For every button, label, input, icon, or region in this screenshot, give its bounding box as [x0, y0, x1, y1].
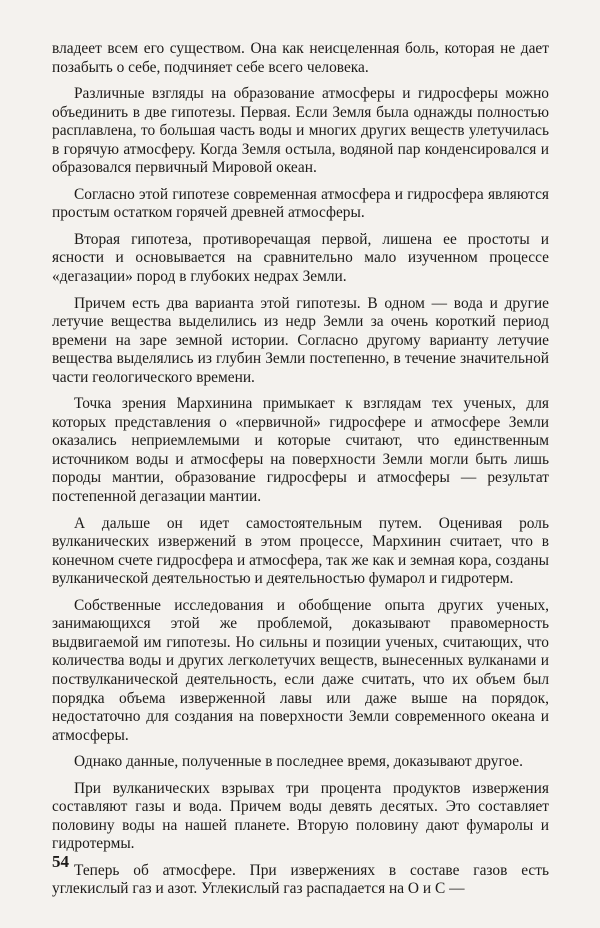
page-body: [52, 40, 549, 907]
paragraph-11: Теперь об атмосфере. При извержениях в составе газов есть углекислый газ и азот. Углекислый газ распадается на О и С —: [52, 861, 549, 898]
paragraph-4: Вторая гипотеза, противоречащая первой, лишена ее простоты и ясности и основывается на сравнительно мало изученном процессе «дегазации» пород в глубоких недрах Земли.: [52, 230, 549, 286]
paragraph-2: Различные взгляды на образование атмосферы и гидросферы можно объединить в две гипотезы. Первая. Если Земля была однажды полностью расплавлена, то большая часть воды и многих других веществ улетучилась в горячую атмосферу. Когда Земля остыла, водяной пар конденсировался и образовался первичный Мировой океан.: [52, 85, 549, 177]
paragraph-3: Согласно этой гипотезе современная атмосфера и гидросфера являются простым остатком горячей древней атмосферы.: [52, 185, 549, 222]
paragraph-10: При вулканических взрывах три процента продуктов извержения составляют газы и вода. Причем воды девять десятых. Это составляет половину воды на нашей планете. Вторую половину дают фумаролы и гидротермы.: [52, 779, 549, 853]
paragraph-9: Однако данные, полученные в последнее время, доказывают другое.: [74, 753, 523, 771]
paragraph-5: Причем есть два варианта этой гипотезы. В одном — вода и другие летучие вещества выделились из недр Земли за очень короткий период времени на заре земной истории. Согласно другому варианту летучие вещества выделялись из глубин Земли постепенно, в течение значительной части геологического времени.: [52, 294, 549, 386]
paragraph-1: владеет всем его существом. Она как неисцеленная боль, которая не дает позабыть о себе, подчиняет себе всего человека.: [52, 40, 549, 76]
page-number: 54: [52, 852, 69, 871]
paragraph-6: Точка зрения Мархинина примыкает к взглядам тех ученых, для которых представления о «первичной» гидросфере и атмосфере Земли оказались неприемлемыми и которые считают, что единственным источником воды и атмосферы на поверхности Земли могли быть лишь породы мантии, образование гидросферы и атмосферы — результат постепенной дегазации мантии.: [52, 395, 549, 506]
paragraph-7: А дальше он идет самостоятельным путем. Оценивая роль вулканических извержений в этом процессе, Мархинин считает, что в конечном счете гидросфера и атмосфера, так же как и земная кора, созданы вулканической деятельностью и деятельностью фумарол и гидротерм.: [52, 514, 549, 588]
paragraph-8: Собственные исследования и обобщение опыта других ученых, занимающихся этой же проблемой, доказывают правомерность выдвигаемой им гипотезы. Но сильны и позиции ученых, считающих, что количества воды и других легколетучих веществ, вынесенных вулканами и поствулканической деятельность, если даже считать, что их объем был порядка объема изверженной лавы или даже выше на порядок, недостаточно для создания на поверхности Земли современного океана и атмосферы.: [52, 596, 549, 744]
